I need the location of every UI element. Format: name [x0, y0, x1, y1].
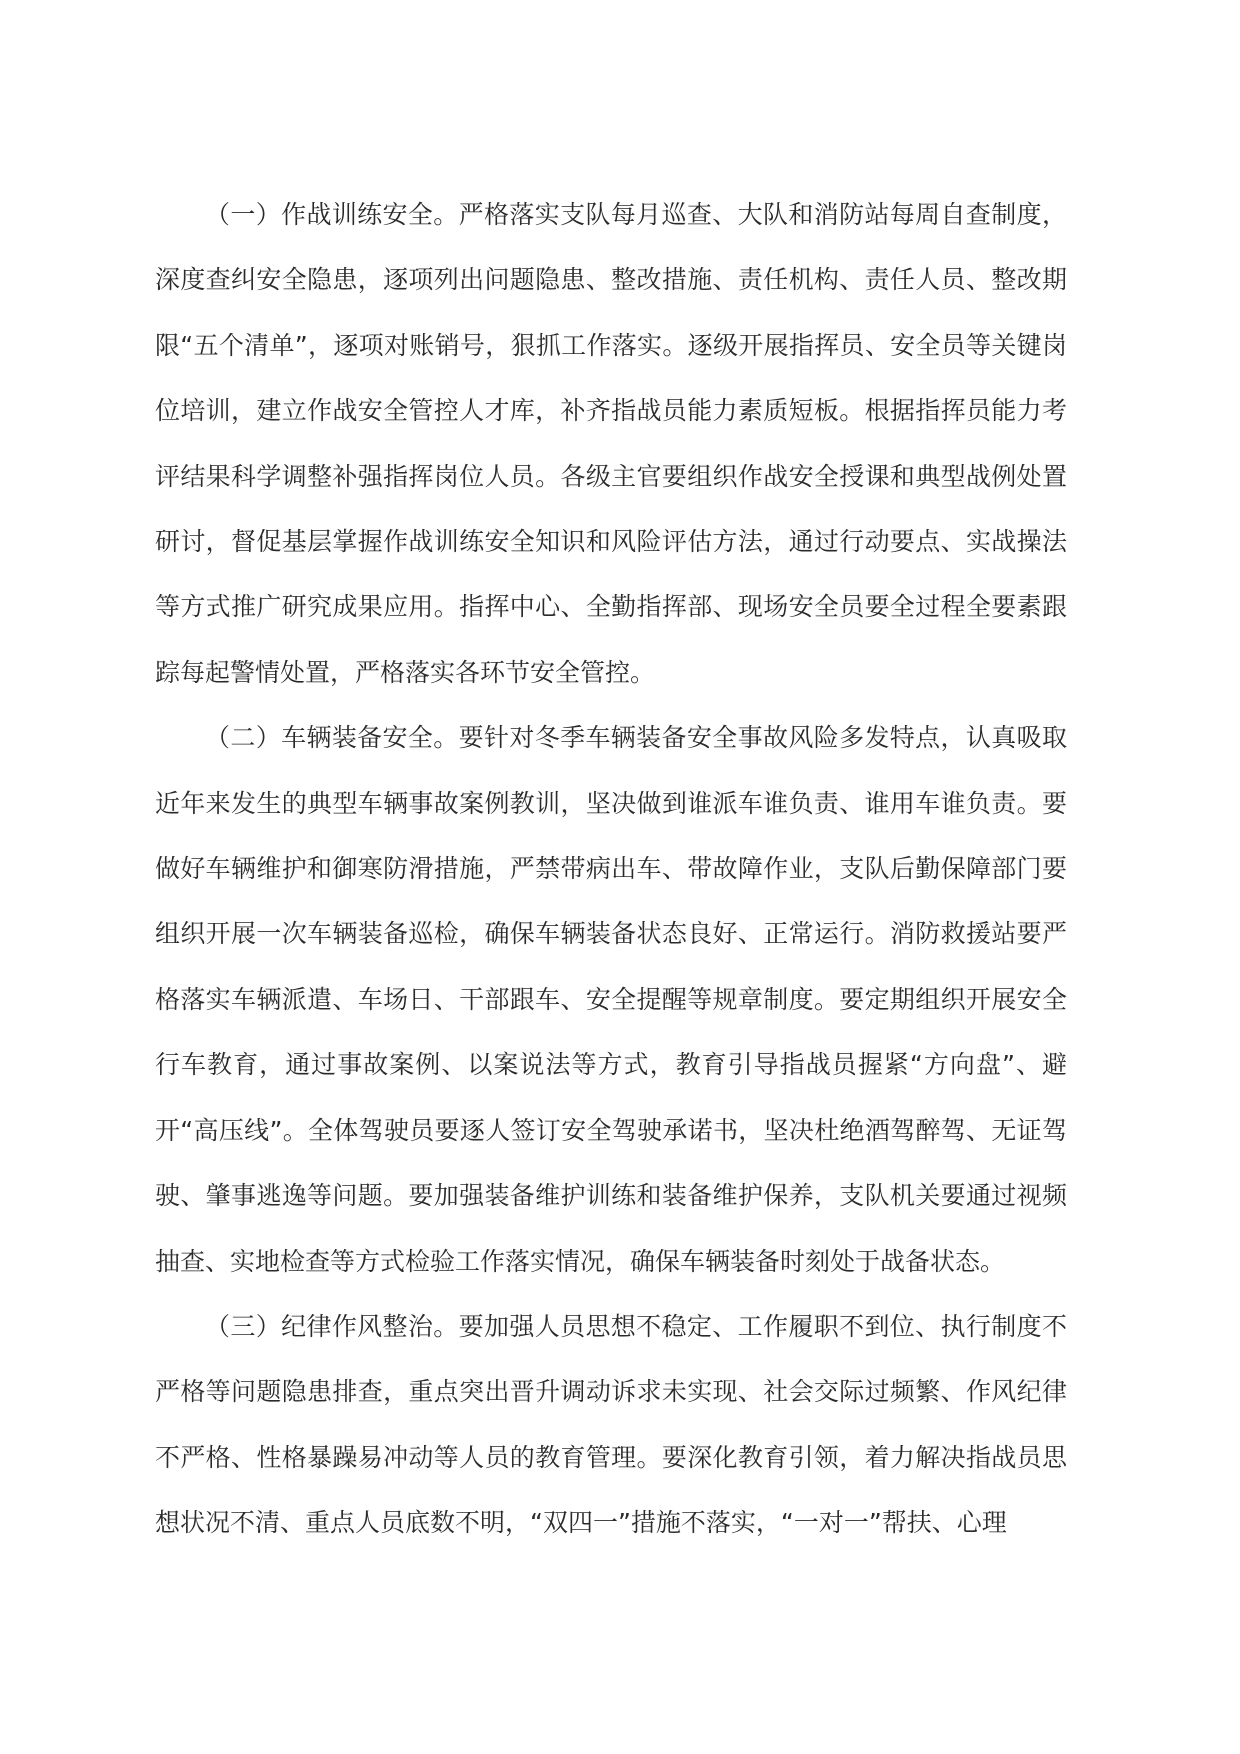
paragraph-combat-training-safety: （一）作战训练安全。严格落实支队每月巡查、大队和消防站每周自查制度，深度查纠安全隐患，逐项列出问题隐患、整改措施、责任机构、责任人员、整改期限“五个清单”，逐项对账销号，狠抓工作落实。逐级开展指挥员、安全员等关键岗位培训，建立作战安全管控人才库，补齐指战员能力素质短板。根据指挥员能力考评结果科学调整补强指挥岗位人员。各级主官要组织作战安全授课和典型战例处置研讨，督促基层掌握作战训练安全知识和风险评估方法，通过行动要点、实战操法等方式推广研究成果应用。指挥中心、全勤指挥部、现场安全员要全过程全要素跟踪每起警情处置，严格落实各环节安全管控。	[155, 200, 1067, 687]
document-body	[155, 182, 1067, 1556]
paragraph-discipline-rectification: （三）纪律作风整治。要加强人员思想不稳定、工作履职不到位、执行制度不严格等问题隐患排查，重点突出晋升调动诉求未实现、社会交际过频繁、作风纪律不严格、性格暴躁易冲动等人员的教育管理。要深化教育引领，着力解决指战员思想状况不清、重点人员底数不明，“双四一”措施不落实，“一对一”帮扶、心理	[155, 1311, 1067, 1538]
paragraph-vehicle-equipment-safety: （二）车辆装备安全。要针对冬季车辆装备安全事故风险多发特点，认真吸取近年来发生的典型车辆事故案例教训，坚决做到谁派车谁负责、谁用车谁负责。要做好车辆维护和御寒防滑措施，严禁带病出车、带故障作业，支队后勤保障部门要组织开展一次车辆装备巡检，确保车辆装备状态良好、正常运行。消防救援站要严格落实车辆派遣、车场日、干部跟车、安全提醒等规章制度。要定期组织开展安全行车教育，通过事故案例、以案说法等方式，教育引导指战员握紧“方向盘”、避开“高压线”。全体驾驶员要逐人签订安全驾驶承诺书，坚决杜绝酒驾醉驾、无证驾驶、肇事逃逸等问题。要加强装备维护训练和装备维护保养，支队机关要通过视频抽查、实地检查等方式检验工作落实情况，确保车辆装备时刻处于战备状态。	[155, 723, 1067, 1276]
